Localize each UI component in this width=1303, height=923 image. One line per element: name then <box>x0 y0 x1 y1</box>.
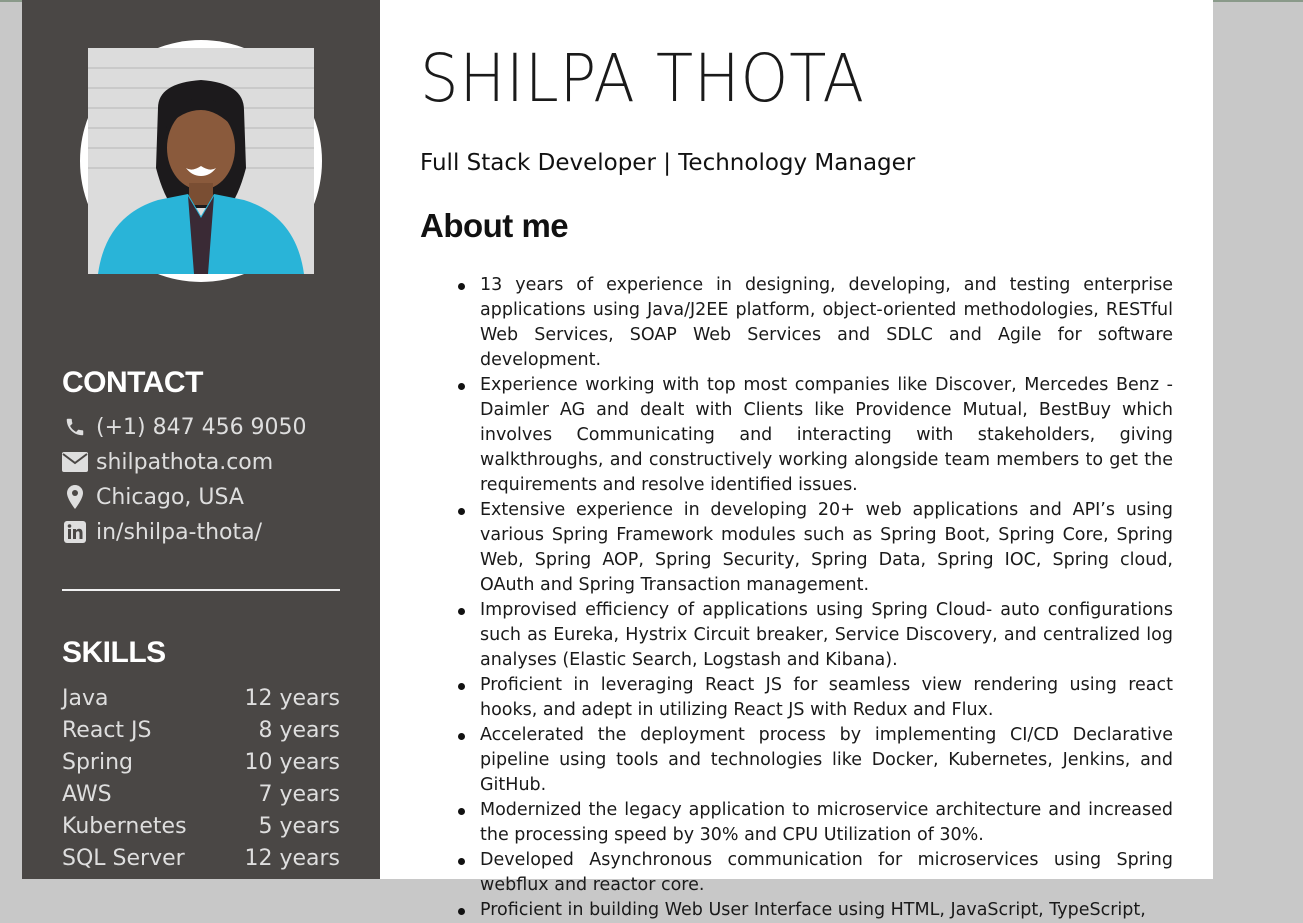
contact-linkedin[interactable] <box>62 517 262 547</box>
about-bullet: Modernized the legacy application to microservice architecture and increased the processing speed by 30% and CPU Utilization of 30%. <box>480 798 1173 848</box>
linkedin-icon <box>62 520 88 544</box>
about-bullet: Proficient in building Web User Interface using HTML, JavaScript, TypeScript, <box>480 898 1173 923</box>
skills-heading: SKILLS <box>62 636 166 669</box>
about-bullet: Developed Asynchronous communication for microservices using Spring webflux and reactor core. <box>480 848 1173 898</box>
profile-photo-frame <box>80 40 322 282</box>
sidebar-divider <box>62 589 340 591</box>
about-bullet: Extensive experience in developing 20+ web applications and API’s using various Spring Framework modules such as Spring Boot, Spring Core, Spring Web, Spring AOP, Spring Security, Spring Data, Spring IOC, Spring cloud, OAuth and Spring Transaction management. <box>480 498 1173 598</box>
profile-headline: Full Stack Developer | Technology Manager <box>420 150 916 176</box>
profile-photo <box>88 48 314 274</box>
contact-linkedin-text: in/shilpa-thota/ <box>96 519 263 545</box>
skill-row <box>62 747 340 777</box>
about-bullet: Experience working with top most companies like Discover, Mercedes Benz - Daimler AG and dealt with Clients like Providence Mutual, BestBuy which involves Communicating and interacting with stakeholders, giving walkthroughs, and constructively working alongside team members to get the requirements and resolve identified issues. <box>480 373 1173 498</box>
location-pin-icon <box>62 485 88 509</box>
skill-row <box>62 715 340 745</box>
skill-years: 10 years <box>244 749 340 775</box>
about-bullet: 13 years of experience in designing, developing, and testing enterprise applications using Java/J2EE platform, object-oriented methodologies, RESTful Web Services, SOAP Web Services and SDLC and Agile for software development. <box>480 273 1173 373</box>
skill-name: Java <box>62 685 109 711</box>
contact-phone-text: (+1) 847 456 9050 <box>96 414 307 440</box>
envelope-icon <box>62 450 88 474</box>
resume-page <box>22 0 1213 920</box>
contact-website[interactable] <box>62 447 273 477</box>
skill-years: 12 years <box>244 685 340 711</box>
skill-name: Spring <box>62 749 133 775</box>
skill-row <box>62 811 340 841</box>
about-bullet: Accelerated the deployment process by implementing CI/CD Declarative pipeline using tools and technologies like Docker, Kubernetes, Jenkins, and GitHub. <box>480 723 1173 798</box>
skill-name: Kubernetes <box>62 813 187 839</box>
contact-website-text: shilpathota.com <box>96 449 274 475</box>
skill-years: 12 years <box>244 845 340 871</box>
skill-row <box>62 683 340 713</box>
skill-name: SQL Server <box>62 845 185 871</box>
sidebar <box>22 0 380 879</box>
profile-photo-illustration <box>88 48 314 274</box>
skill-name: AWS <box>62 781 112 807</box>
skill-row <box>62 843 340 873</box>
skill-years: 8 years <box>258 717 340 743</box>
phone-icon <box>62 415 88 439</box>
about-bullet: Improvised efficiency of applications using Spring Cloud- auto configurations such as Eureka, Hystrix Circuit breaker, Service Discovery, and centralized log analyses (Elastic Search, Logstash and Kibana). <box>480 598 1173 673</box>
profile-name: SHILPA THOTA <box>420 40 866 117</box>
about-bullet: Proficient in leveraging React JS for seamless view rendering using react hooks, and adept in utilizing React JS with Redux and Flux. <box>480 673 1173 723</box>
about-list <box>480 273 1173 923</box>
skill-years: 7 years <box>258 781 340 807</box>
contact-phone[interactable] <box>62 412 307 442</box>
skill-name: React JS <box>62 717 152 743</box>
contact-heading: CONTACT <box>62 366 203 399</box>
skill-row <box>62 779 340 809</box>
skill-years: 5 years <box>258 813 340 839</box>
contact-location-text: Chicago, USA <box>96 484 244 510</box>
about-heading: About me <box>420 207 569 244</box>
contact-location <box>62 482 244 512</box>
